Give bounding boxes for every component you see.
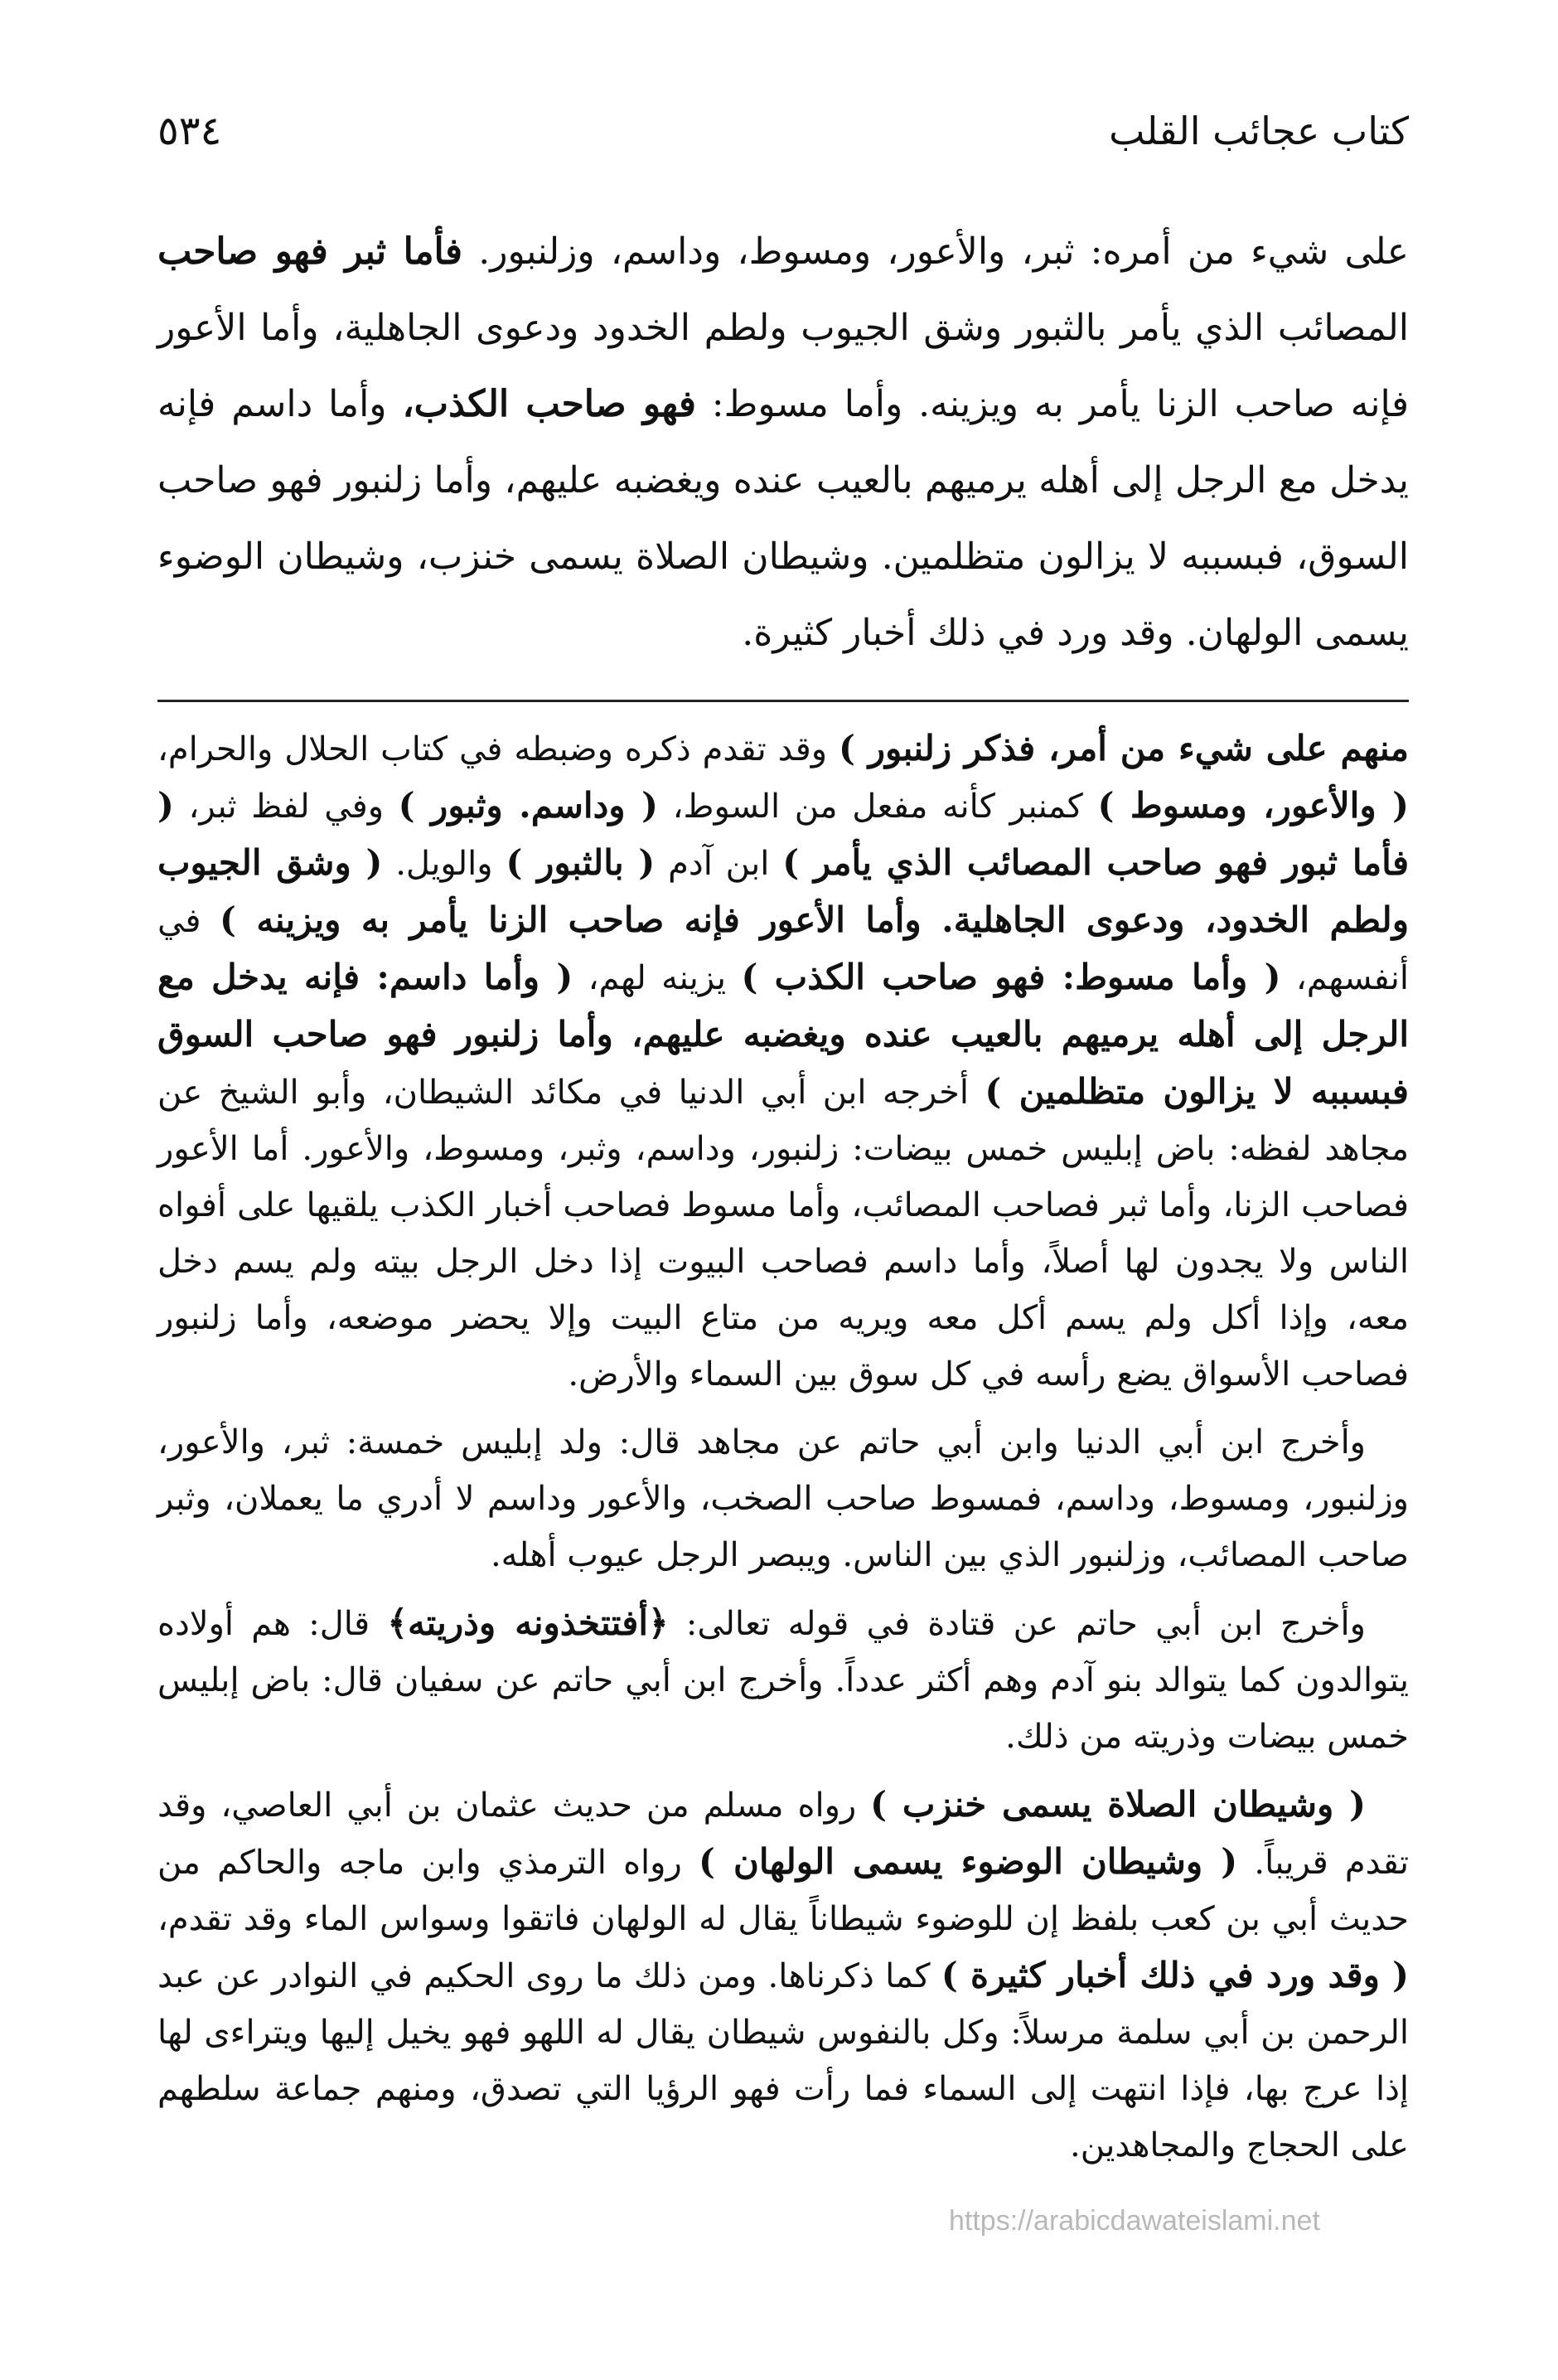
main-text-emphasis: فأما ثبر فهو صاحب [157, 230, 462, 273]
note-text: ابن آدم [668, 845, 770, 883]
note-paragraph-4 [157, 1777, 1409, 2174]
quoted-phrase: ( وأما مسوط: فهو صاحب الكذب ) [741, 957, 1281, 997]
note-text: في أنفسهم، [157, 902, 1410, 997]
quoted-phrase: ( وأما داسم: فإنه يدخل مع الرجل إلى أهله يرميهم بالعيب عنده ويغضبه عليهم، وأما زلنبور فهو صاحب السوق فبسببه لا يزالون متظلمين ) [157, 957, 1409, 1112]
footnote-divider [157, 700, 1409, 702]
note-text: وفي لفظ ثبر، [188, 788, 385, 826]
page-number: ٥٣٤ [157, 108, 222, 154]
main-text [157, 214, 1409, 671]
quoted-phrase: ( وشيطان الوضوء يسمى الولهان ) [699, 1841, 1238, 1882]
note-text: كمنبر كأنه مفعل من السوط، [672, 788, 1083, 826]
note-paragraph-3 [157, 1595, 1409, 1765]
note-text: قال: هم أولاده يتوالدون كما يتوالد بنو آدم وهم أكثر عدداً. وأخرج ابن أبي حاتم عن سفيان قال: باض إبليس خمس بيضات وذريته من ذلك. [157, 1605, 1409, 1756]
quoted-phrase: ( والأعور، ومسوط ) [1097, 785, 1410, 826]
note-text: والويل. [395, 845, 493, 883]
quoted-phrase: منهم على شيء من أمر، فذكر زلنبور ) [839, 728, 1409, 768]
book-title: كتاب عجائب القلب [1109, 109, 1409, 153]
quoted-phrase: ( فأما ثبور فهو صاحب المصائب الذي يأمر ) [157, 785, 1410, 883]
main-text-emphasis: فهو صاحب الكذب، [402, 383, 696, 425]
main-text-part: على شيء من أمره: ثبر، والأعور، ومسوط، وداسم، وزلنبور. [478, 230, 1409, 273]
main-text-part: وأما داسم فإنه يدخل مع الرجل إلى أهله يرميهم بالعيب عنده ويغضبه عليهم، وأما زلنبور فهو صاحب السوق، فبسببه لا يزالون متظلمين. وشيطان الصلاة يسمى خنزب، وشيطان الوضوء يسمى الولهان. وقد ورد في ذلك أخبار كثيرة. [157, 383, 1409, 654]
page-header [157, 108, 1409, 191]
note-text: رواه الترمذي وابن ماجه والحاكم من حديث أبي بن كعب بلفظ إن للوضوء شيطاناً يقال له الولهان فاتقوا وسواس الماء وقد تقدم، [157, 1844, 1409, 1938]
quoted-phrase: ( وشق الجيوب ولطم الخدود، ودعوى الجاهلية. وأما الأعور فإنه صاحب الزنا يأمر به ويزينه ) [157, 842, 1409, 940]
quoted-phrase: ( بالثبور ) [506, 842, 656, 883]
quoted-phrase: ( وقد ورد في ذلك أخبار كثيرة ) [941, 1955, 1409, 1995]
note-text: يزينه لهم، [588, 959, 727, 997]
note-paragraph-2 [157, 1414, 1409, 1583]
note-text: وأخرج ابن أبي الدنيا وابن أبي حاتم عن مجاهد قال: ولد إبليس خمسة: ثبر، والأعور، وزلنبور، ومسوط، وداسم، فمسوط صاحب الصخب، والأعور وداسم لا أدري ما يعملان، وثبر صاحب المصائب، وزلنبور الذي بين الناس. ويبصر الرجل عيوب أهله. [157, 1423, 1409, 1574]
note-text: رواه مسلم من حديث عثمان بن أبي العاصي، وقد تقدم قريباً. [157, 1786, 1410, 1882]
note-text: وقد تقدم ذكره وضبطه في كتاب الحلال والحرام، [157, 730, 828, 768]
source-watermark: https://arabicdawateislami.net [949, 2205, 1320, 2237]
quoted-phrase: ( وداسم. وثبور ) [398, 785, 658, 826]
quoted-phrase: ( وشيطان الصلاة يسمى خنزب ) [870, 1784, 1366, 1825]
main-text-part: المصائب الذي يأمر بالثبور وشق الجيوب ولطم الخدود ودعوى الجاهلية، وأما الأعور فإنه صاحب الزنا يأمر به ويزينه. وأما مسوط: [157, 307, 1409, 425]
book-page [157, 108, 1409, 2346]
commentary-notes [157, 720, 1409, 2174]
note-paragraph-1 [157, 720, 1409, 1403]
note-text: أخرجه ابن أبي الدنيا في مكائد الشيطان، وأبو الشيخ عن مجاهد لفظه: باض إبليس خمس بيضات: زلنبور، وداسم، وثبر، ومسوط، والأعور. أما الأعور فصاحب الزنا، وأما ثبر فصاحب المصائب، وأما مسوط فصاحب أخبار الكذب يلقيها على أفواه الناس ولا يجدون لها أصلاً، وأما داسم فصاحب البيوت إذا دخل الرجل بيته ولم يسم دخل معه، وإذا أكل ولم يسم أكل معه ويريه من متاع البيت وإلا يحضر موضعه، وأما زلنبور فصاحب الأسواق يضع رأسه في كل سوق بين السماء والأرض. [157, 1074, 1409, 1394]
quran-quote: ﴿أفتتخذونه وذريته﴾ [387, 1602, 669, 1643]
note-text: وأخرج ابن أبي حاتم عن قتادة في قوله تعالى: [685, 1605, 1366, 1643]
note-text: كما ذكرناها. ومن ذلك ما روى الحكيم في النوادر عن عبد الرحمن بن أبي سلمة مرسلاً: وكل بالنفوس شيطان يقال له اللهو فهو يخيل إليها ويتراءى لها إذا عرج بها، فإذا انتهت إلى السماء فما رأت فهو الرؤيا التي تصدق، ومنهم جماعة سلطهم على الحجاج والمجاهدين. [157, 1957, 1409, 2164]
